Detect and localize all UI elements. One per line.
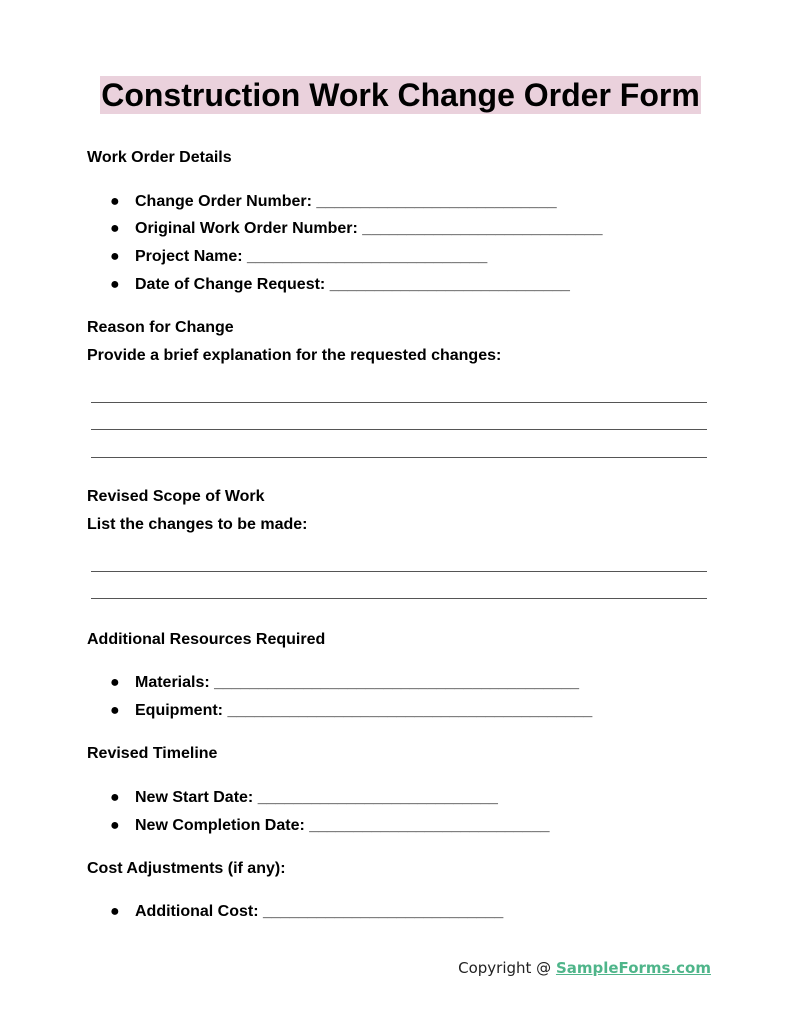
scope-prompt: List the changes to be made:	[87, 516, 308, 533]
reason-fill-line[interactable]	[91, 429, 707, 430]
list-item	[110, 816, 550, 836]
reason-fill-line[interactable]	[91, 457, 707, 458]
brand-link[interactable]: SampleForms.com	[555, 959, 711, 977]
list-item	[110, 275, 570, 295]
list-item	[110, 902, 503, 922]
copyright-footer	[458, 958, 711, 978]
reason-fill-line[interactable]	[91, 402, 707, 403]
original-work-order-number-field[interactable]: Original Work Order Number: ___________________________	[135, 220, 603, 237]
bullet-icon: ●	[110, 220, 120, 237]
list-item	[110, 247, 487, 267]
scope-heading: Revised Scope of Work	[87, 488, 265, 505]
reason-heading: Reason for Change	[87, 319, 234, 336]
project-name-field[interactable]: Project Name: ___________________________	[135, 248, 488, 265]
list-item	[110, 673, 579, 693]
bullet-icon: ●	[110, 674, 120, 691]
scope-fill-line[interactable]	[91, 571, 707, 572]
page-title: Construction Work Change Order Form	[101, 77, 700, 113]
bullet-icon: ●	[110, 248, 120, 265]
bullet-icon: ●	[110, 702, 120, 719]
list-item	[110, 701, 592, 721]
bullet-icon: ●	[110, 193, 120, 210]
list-item	[110, 788, 498, 808]
date-of-change-request-field[interactable]: Date of Change Request: ___________________________	[135, 276, 570, 293]
scope-fill-line[interactable]	[91, 598, 707, 599]
copyright-text: Copyright @	[458, 959, 556, 977]
timeline-heading: Revised Timeline	[87, 745, 218, 762]
list-item	[110, 192, 557, 212]
bullet-icon: ●	[110, 789, 120, 806]
bullet-icon: ●	[110, 903, 120, 920]
new-completion-date-field[interactable]: New Completion Date: ___________________________	[135, 817, 550, 834]
additional-cost-field[interactable]: Additional Cost: ___________________________	[135, 903, 504, 920]
materials-field[interactable]: Materials: _________________________________________	[135, 674, 579, 691]
cost-heading: Cost Adjustments (if any):	[87, 860, 286, 877]
work-order-heading: Work Order Details	[87, 149, 232, 166]
equipment-field[interactable]: Equipment: _________________________________________	[135, 702, 593, 719]
title-container	[0, 76, 801, 114]
new-start-date-field[interactable]: New Start Date: ___________________________	[135, 789, 498, 806]
bullet-icon: ●	[110, 276, 120, 293]
bullet-icon: ●	[110, 817, 120, 834]
resources-heading: Additional Resources Required	[87, 631, 326, 648]
list-item	[110, 219, 603, 239]
change-order-number-field[interactable]: Change Order Number: ___________________________	[135, 193, 557, 210]
reason-prompt: Provide a brief explanation for the requested changes:	[87, 347, 502, 364]
